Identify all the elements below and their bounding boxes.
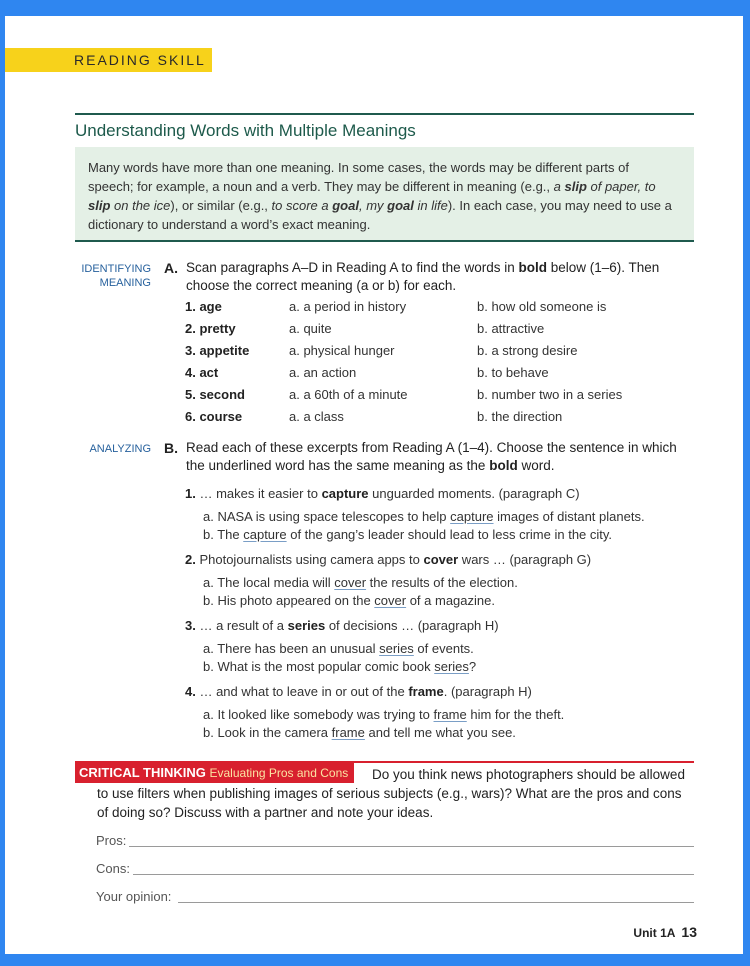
option-b[interactable]: b. the direction (477, 409, 563, 424)
option-b[interactable]: b. a strong desire (477, 343, 578, 358)
section-bottom-rule (75, 240, 694, 242)
excerpt: 3. … a result of a series of decisions … (paragraph H) (185, 618, 499, 633)
banner-label: READING SKILL (74, 52, 206, 68)
tag-line-2: MEANING (99, 277, 151, 289)
page-number: 13 (681, 924, 697, 940)
option-a[interactable]: a. quite (289, 321, 332, 336)
excerpt: 1. … makes it easier to capture unguarded moments. (paragraph C) (185, 486, 580, 501)
identifying-meaning-tag (81, 262, 151, 290)
pros-label: Pros: (96, 833, 127, 848)
option-a[interactable]: a. a period in history (289, 299, 407, 314)
activity-a-instruction: Scan paragraphs A–D in Reading A to find the words in bold below (1–6). Then choose the correct meaning (a or b) for each. (186, 260, 660, 293)
section-title: Understanding Words with Multiple Meanings (75, 121, 416, 140)
activity-a-letter: A. (164, 260, 178, 276)
word: 3. appetite (185, 343, 250, 358)
section-top-rule (75, 113, 694, 115)
option-b[interactable]: b. His photo appeared on the cover of a magazine. (203, 593, 495, 608)
activity-b-letter: B. (164, 440, 178, 456)
option-a[interactable]: a. There has been an unusual series of events. (203, 641, 474, 656)
textbook-page (5, 16, 743, 954)
option-b[interactable]: b. Look in the camera frame and tell me what you see. (203, 725, 516, 740)
critical-thinking-title: CRITICAL THINKING (79, 765, 206, 780)
your-opinion-label: Your opinion: (96, 889, 172, 904)
option-b[interactable]: b. to behave (477, 365, 549, 380)
option-a[interactable]: a. an action (289, 365, 357, 380)
info-text: Many words have more than one meaning. In some cases, the words may be different parts of speech; for example, a noun and a verb. They may be different in meaning (e.g., a slip of paper, to slip on the ice), or similar (e.g., to score a goal, my goal in life). In each case, you may need to use a dictionary to understand a word’s exact meaning. (88, 160, 672, 232)
word: 4. act (185, 365, 219, 380)
option-b[interactable]: b. What is the most popular comic book series? (203, 659, 477, 674)
excerpt: 2. Photojournalists using camera apps to cover wars … (paragraph G) (185, 552, 592, 567)
option-a[interactable]: a. physical hunger (289, 343, 395, 358)
tag-line-1: IDENTIFYING (81, 263, 151, 275)
critical-thinking-subtitle: Evaluating Pros and Cons (209, 766, 349, 780)
unit-label: Unit 1A (633, 926, 676, 940)
option-a[interactable]: a. a 60th of a minute (289, 387, 408, 402)
critical-thinking-question: Do you think news photographers should be allowed to use filters when publishing images of serious subjects (e.g., wars)? What are the pros and cons of doing so? Discuss with a partner and note your ideas. (97, 767, 685, 820)
option-a[interactable]: a. It looked like somebody was trying to frame him for the theft. (203, 707, 565, 722)
option-a[interactable]: a. NASA is using space telescopes to help capture images of distant planets. (203, 509, 645, 524)
pros-answer-line[interactable] (129, 846, 694, 847)
word: 6. course (185, 409, 243, 424)
word: 2. pretty (185, 321, 236, 336)
option-a[interactable]: a. The local media will cover the results of the election. (203, 575, 518, 590)
activity-b-instruction: Read each of these excerpts from Reading A (1–4). Choose the sentence in which the underlined word has the same meaning as the bold word. (186, 440, 677, 473)
option-b[interactable]: b. number two in a series (477, 387, 623, 402)
option-a[interactable]: a. a class (289, 409, 344, 424)
info-box (75, 147, 694, 240)
critical-thinking-label (75, 763, 354, 783)
word: 1. age (185, 299, 222, 314)
option-b[interactable]: b. attractive (477, 321, 545, 336)
cons-label: Cons: (96, 861, 130, 876)
page-footer (633, 924, 697, 942)
option-b[interactable]: b. how old someone is (477, 299, 607, 314)
excerpt: 4. … and what to leave in or out of the frame. (paragraph H) (185, 684, 532, 699)
your-opinion-answer-line[interactable] (178, 902, 694, 903)
option-b[interactable]: b. The capture of the gang’s leader should lead to less crime in the city. (203, 527, 613, 542)
analyzing-tag: ANALYZING (89, 443, 151, 455)
word: 5. second (185, 387, 245, 402)
reading-skill-banner (5, 48, 212, 72)
cons-answer-line[interactable] (133, 874, 694, 875)
